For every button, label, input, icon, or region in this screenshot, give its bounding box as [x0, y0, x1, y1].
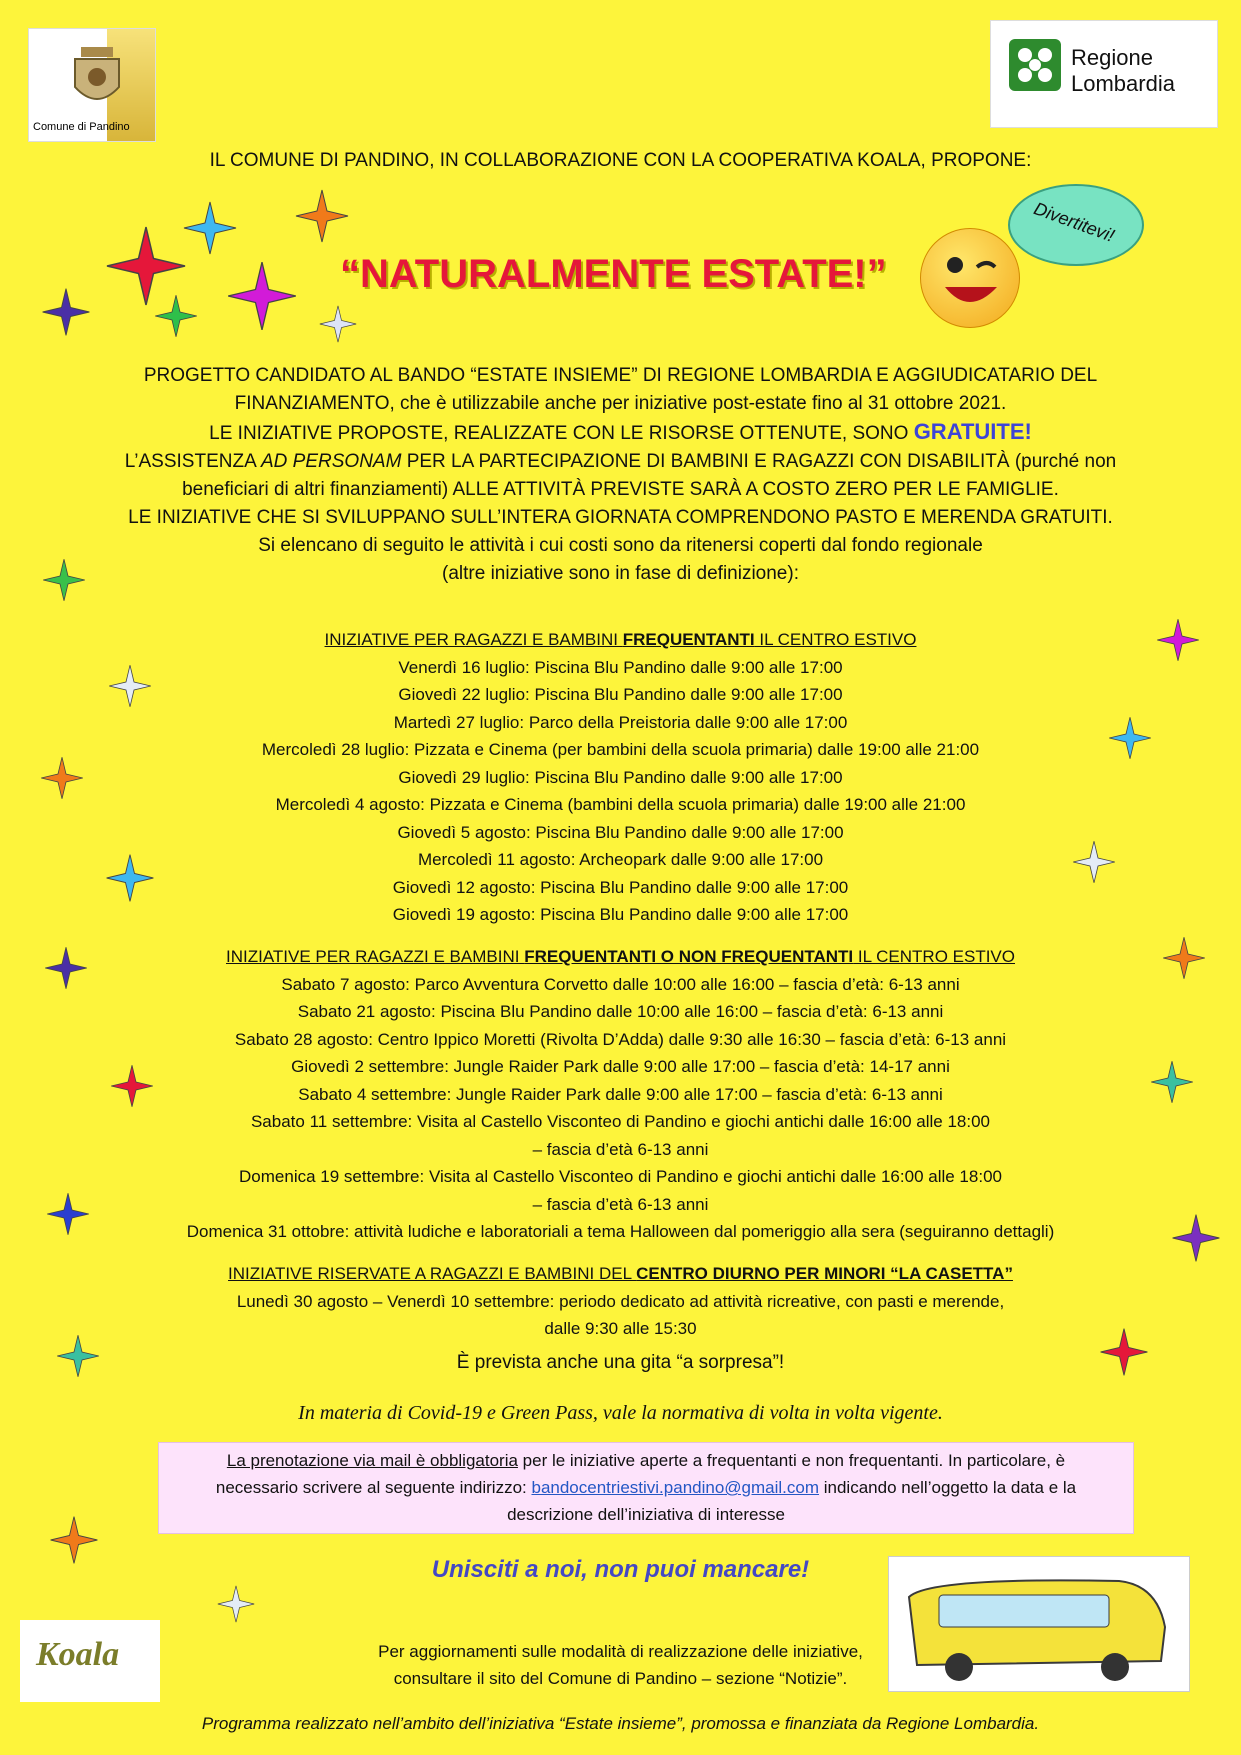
booking-mandatory: La prenotazione via mail è obbligatoria [226, 1451, 518, 1470]
casetta-line: Lunedì 30 agosto – Venerdì 10 settembre: periodo dedicato ad attività ricreative, con pasti e merende, [236, 1291, 1005, 1311]
activity-item: Giovedì 2 settembre: Jungle Raider Park dalle 9:00 alle 17:00 – fascia d’età: 14-17 anni [291, 1057, 950, 1076]
updates-note [0, 1638, 1241, 1692]
star-icon [228, 262, 296, 330]
activity-item: Giovedì 12 agosto: Piscina Blu Pandino dalle 9:00 alle 17:00 [392, 877, 849, 897]
activity-list [40, 654, 1201, 929]
section-frequentanti [40, 626, 1201, 929]
activity-item: Sabato 28 agosto: Centro Ippico Moretti (Rivolta D’Adda) dalle 9:30 alle 16:30 – fascia d’età: 6-13 anni [234, 1029, 1007, 1049]
desc-italic: AD PERSONAM [261, 451, 402, 472]
lombardia-line2: Lombardia [1071, 71, 1175, 96]
desc-line [40, 418, 1201, 448]
gratuite-emphasis: GRATUITE! [913, 419, 1032, 444]
desc-line: PROGETTO CANDIDATO AL BANDO “ESTATE INSIEME” DI REGIONE LOMBARDIA E AGGIUDICATARIO DEL [143, 365, 1098, 386]
desc-line: LE INIZIATIVE CHE SI SVILUPPANO SULL’INTERA GIORNATA COMPRENDONO PASTO E MERENDA GRATUITI. [128, 507, 1113, 528]
desc-line: FINANZIAMENTO, che è utilizzabile anche per iniziative post-estate fino al 31 ottobre 2021. [234, 393, 1007, 414]
activity-item: Sabato 11 settembre: Visita al Castello Visconteo di Pandino e giochi antichi dalle 16:00 alle 18:00 [250, 1112, 991, 1131]
desc-text: LE INIZIATIVE PROPOSTE, REALIZZATE CON LE RISORSE OTTENUTE, SONO [209, 423, 914, 444]
project-description [40, 362, 1201, 588]
speech-bubble-text: Divertitevi! [1031, 198, 1118, 246]
activity-item: Sabato 21 agosto: Piscina Blu Pandino dalle 10:00 alle 16:00 – fascia d’età: 6-13 anni [297, 1002, 944, 1021]
lombardia-line1: Regione [1071, 45, 1153, 70]
section-heading: INIZIATIVE RISERVATE A RAGAZZI E BAMBINI DEL CENTRO DIURNO PER MINORI “LA CASETTA” [228, 1264, 1013, 1283]
star-icon [296, 190, 348, 242]
activity-item: Sabato 7 agosto: Parco Avventura Corvetto dalle 10:00 alle 16:00 – fascia d’età: 6-13 anni [281, 974, 960, 994]
activity-item: Sabato 4 settembre: Jungle Raider Park dalle 9:00 alle 17:00 – fascia d’età: 6-13 anni [298, 1084, 943, 1104]
koala-logo-text: Koala [36, 1636, 120, 1673]
intro-line: IL COMUNE DI PANDINO, IN COLLABORAZIONE CON LA COOPERATIVA KOALA, PROPONE: [209, 150, 1032, 171]
pandino-logo-label: Comune di Pandino [33, 121, 130, 133]
updates-line: consultare il sito del Comune di Pandino – sezione “Notizie”. [393, 1669, 848, 1688]
activity-item: Mercoledì 11 agosto: Archeopark dalle 9:00 alle 17:00 [417, 850, 824, 869]
activity-item: Giovedì 19 agosto: Piscina Blu Pandino dalle 9:00 alle 17:00 [392, 905, 849, 924]
activity-item: Domenica 31 ottobre: attività ludiche e laboratoriali a tema Halloween dal pomeriggio alla sera (seguiranno dettagli) [186, 1222, 1055, 1241]
slogan: Unisciti a noi, non puoi mancare! [431, 1556, 810, 1583]
booking-line: necessario scrivere al seguente indirizzo: bandocentriestivi.pandino@gmail.com indicando nell’oggetto la data e la [215, 1478, 1077, 1497]
desc-line: Si elencano di seguito le attività i cui costi sono da ritenersi coperti dal fondo regionale [258, 535, 983, 556]
booking-line: La prenotazione via mail è obbligatoria per le iniziative aperte a frequentanti e non frequentanti. In particolare, è [226, 1451, 1066, 1470]
booking-box [158, 1442, 1134, 1534]
activity-item: Giovedì 22 luglio: Piscina Blu Pandino dalle 9:00 alle 17:00 [398, 685, 843, 704]
activity-item: – fascia d’età 6-13 anni [532, 1194, 709, 1214]
activity-item: Mercoledì 4 agosto: Pizzata e Cinema (bambini della scuola primaria) dalle 19:00 alle 21:00 [275, 795, 966, 814]
activity-item: Martedì 27 luglio: Parco della Preistoria dalle 9:00 alle 17:00 [393, 712, 848, 732]
activity-item: Domenica 19 settembre: Visita al Castello Visconteo di Pandino e giochi antichi dalle 16:00 alle 18:00 [239, 1167, 1002, 1186]
activity-list [40, 971, 1201, 1246]
section-heading: INIZIATIVE PER RAGAZZI E BAMBINI FREQUENTANTI IL CENTRO ESTIVO [324, 630, 917, 649]
updates-line: Per aggiornamenti sulle modalità di realizzazione delle iniziative, [378, 1642, 863, 1661]
section-frequentanti-non [40, 943, 1201, 1246]
star-icon [43, 289, 90, 336]
email-link[interactable]: bandocentriestivi.pandino@gmail.com [531, 1478, 820, 1497]
activity-item: Venerdì 16 luglio: Piscina Blu Pandino dalle 9:00 alle 17:00 [398, 657, 843, 677]
desc-line: (altre iniziative sono in fase di definizione): [442, 563, 799, 584]
booking-line: descrizione dell’iniziativa di interesse [507, 1505, 785, 1524]
star-icon [155, 295, 197, 337]
desc-text: PER LA PARTECIPAZIONE DI BAMBINI E RAGAZZI CON DISABILITÀ (purché non [401, 451, 1117, 472]
footer-note: Programma realizzato nell’ambito dell’iniziativa “Estate insieme”, promossa e finanziata da Regione Lombardia. [201, 1714, 1040, 1733]
desc-text: L’ASSISTENZA [124, 451, 261, 472]
activity-item: Mercoledì 28 luglio: Pizzata e Cinema (per bambini della scuola primaria) dalle 19:00 alle 21:00 [261, 740, 980, 759]
section-casetta [40, 1260, 1201, 1376]
desc-line [40, 448, 1201, 476]
star-icon [218, 1586, 254, 1622]
activity-item: Giovedì 5 agosto: Piscina Blu Pandino dalle 9:00 alle 17:00 [397, 822, 844, 842]
flyer-title: “NATURALMENTE ESTATE!” [340, 252, 887, 296]
casetta-line: dalle 9:30 alle 15:30 [544, 1319, 697, 1338]
star-icon [320, 306, 356, 342]
section-heading: INIZIATIVE PER RAGAZZI E BAMBINI FREQUENTANTI O NON FREQUENTANTI IL CENTRO ESTIVO [226, 947, 1015, 966]
desc-line: beneficiari di altri finanziamenti) ALLE ATTIVITÀ PREVISTE SARÀ A COSTO ZERO PER LE FAMIGLIE. [182, 479, 1059, 500]
casetta-surprise: È prevista anche una gita “a sorpresa”! [456, 1351, 785, 1373]
activity-item: – fascia d’età 6-13 anni [532, 1139, 709, 1159]
covid-note: In materia di Covid-19 e Green Pass, vale la normativa di volta in volta vigente. [298, 1402, 943, 1424]
star-icon [184, 202, 236, 254]
star-icon [107, 227, 185, 305]
activity-item: Giovedì 29 luglio: Piscina Blu Pandino dalle 9:00 alle 17:00 [398, 767, 843, 787]
